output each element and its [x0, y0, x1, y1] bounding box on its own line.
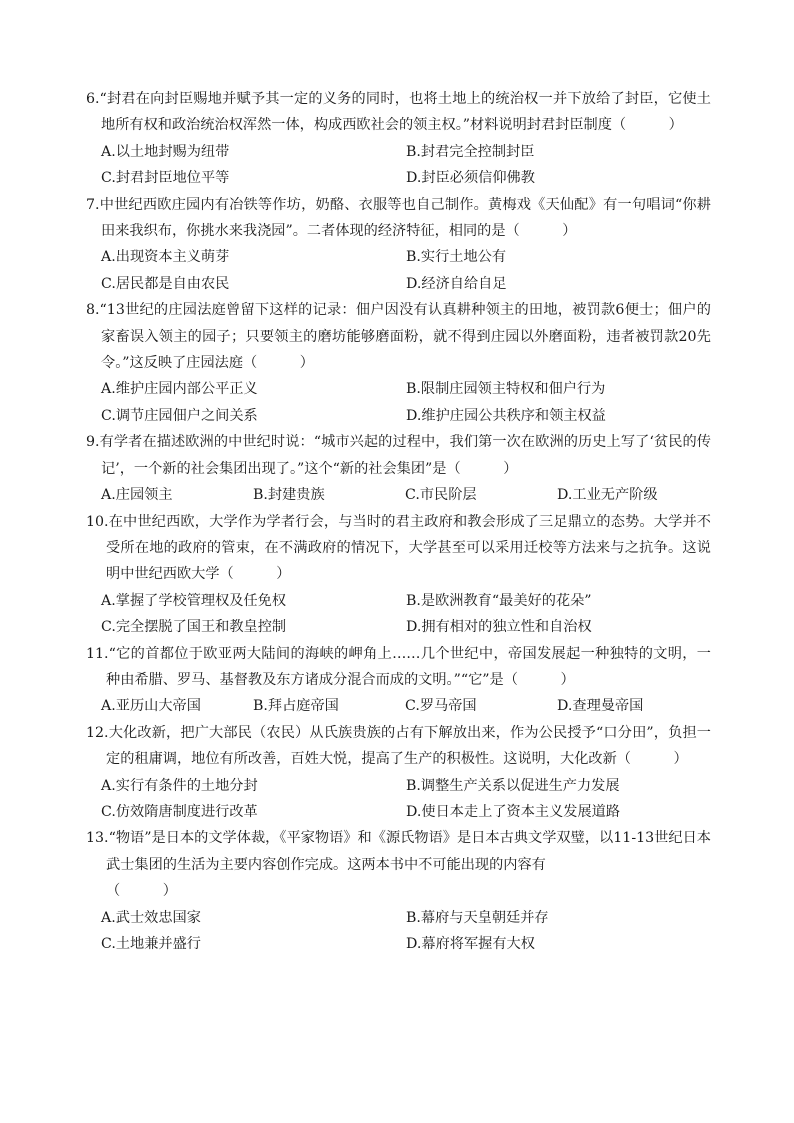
option-a: A.武士效忠国家 — [101, 909, 201, 926]
question-stem: 9.有学者在描述欧洲的中世纪时说：“城市兴起的过程中，我们第一次在欧洲的历史上写了‘贫民的传记’，一个新的社会集团出现了。”这个“新的社会集团”是（ ） — [86, 434, 711, 477]
option-d: D.拥有相对的独立性和自治权 — [406, 619, 592, 636]
question-8 — [86, 297, 711, 429]
option-a: A.以土地封赐为纽带 — [101, 143, 230, 160]
question-10 — [86, 509, 711, 641]
options — [86, 905, 711, 958]
question-12 — [86, 720, 711, 826]
question-stem: 8.“13世纪的庄园法庭曾留下这样的记录：佃户因没有认真耕种领主的田地，被罚款6便士；佃户的家畜误入领主的园子；只要领主的磨坊能够磨面粉，就不得到庄园以外磨面粉，违者被罚款20先令。”这反映了庄园法庭（ ） — [86, 302, 711, 372]
option-d: D.经济自给自足 — [406, 275, 507, 292]
option-b: B.封建贵族 — [253, 487, 325, 504]
answer-parentheses: （ ） — [106, 883, 177, 900]
option-b: B.幕府与天皇朝廷并存 — [406, 909, 549, 926]
option-c: C.完全摆脱了国王和教皇控制 — [101, 619, 287, 636]
question-9 — [86, 429, 711, 508]
question-11 — [86, 641, 711, 720]
options — [86, 773, 711, 826]
option-c: C.土地兼并盛行 — [101, 936, 201, 952]
option-b: B.调整生产关系以促进生产力发展 — [406, 777, 620, 794]
option-a: A.掌握了学校管理权及任免权 — [101, 592, 287, 609]
exam-page — [86, 86, 711, 957]
option-a: A.维护庄园内部公平正义 — [101, 381, 258, 398]
question-6 — [86, 86, 711, 192]
option-a: A.出现资本主义萌芽 — [101, 249, 230, 266]
option-d: D.使日本走上了资本主义发展道路 — [406, 803, 621, 820]
option-b: B.是欧洲教育“最美好的花朵” — [406, 592, 592, 609]
option-b: B.限制庄园领主特权和佃户行为 — [406, 381, 606, 398]
question-stem: 12.大化改新，把广大部民（农民）从氏族贵族的占有下解放出来，作为公民授予“口分田”，负担一定的租庸调，地位有所改善，百姓大悦，提高了生产的积极性。这说明，大化改新（ ） — [86, 724, 711, 768]
option-c: C.调节庄园佃户之间关系 — [101, 407, 258, 424]
option-c: C.市民阶层 — [405, 487, 477, 504]
question-stem: 11.“它的首都位于欧亚两大陆间的海峡的岬角上……几个世纪中，帝国发展起一种独特的文明，一种由希腊、罗马、基督教及东方诸成分混合而成的文明。”“它”是（ ） — [86, 645, 711, 688]
option-b: B.实行土地公有 — [406, 249, 507, 266]
option-c: C.仿效隋唐制度进行改革 — [101, 803, 258, 820]
question-13 — [86, 825, 711, 957]
option-c: C.居民都是自由农民 — [101, 275, 230, 292]
question-stem: 6.“封君在向封臣赐地并赋予其一定的义务的同时，也将土地上的统治权一并下放给了封臣，它使土地所有权和政治统治权浑然一体，构成西欧社会的领主权。”材料说明封君封臣制度（ ） — [86, 91, 711, 134]
question-stem: 7.中世纪西欧庄园内有冶铁等作坊，奶酪、衣服等也自己制作。黄梅戏《天仙配》有一句唱词“你耕田来我织布，你挑水来我浇园”。二者体现的经济特征，相同的是（ ） — [86, 196, 711, 240]
options — [86, 588, 711, 641]
question-stem: 13.“物语”是日本的文学体裁，《平家物语》和《源氏物语》是日本古典文学双璧，以11-13世纪日本武士集团的生活为主要内容创作完成。这两本书中不可能出现的内容有 — [86, 830, 711, 873]
option-d: D.查理曼帝国 — [557, 698, 644, 715]
option-d: D.维护庄园公共秩序和领主权益 — [406, 407, 606, 424]
option-d: D.封臣必须信仰佛教 — [406, 170, 535, 187]
options — [86, 482, 711, 508]
option-b: B.拜占庭帝国 — [253, 698, 339, 715]
options — [86, 139, 711, 192]
options — [86, 693, 711, 719]
option-a: A.实行有条件的土地分封 — [101, 777, 258, 794]
option-b: B.封君完全控制封臣 — [406, 143, 535, 160]
question-7 — [86, 192, 711, 298]
option-d: D.幕府将军握有大权 — [406, 936, 535, 952]
options — [86, 376, 711, 429]
option-c: C.封君封臣地位平等 — [101, 170, 230, 187]
question-stem: 10.在中世纪西欧，大学作为学者行会，与当时的君主政府和教会形成了三足鼎立的态势。大学并不受所在地的政府的管束，在不满政府的情况下，大学甚至可以采用迁校等方法来与之抗争。这说明中世纪西欧大学（ ） — [86, 513, 711, 583]
option-a: A.亚历山大帝国 — [101, 698, 201, 715]
options — [86, 244, 711, 297]
option-a: A.庄园领主 — [101, 487, 173, 504]
option-d: D.工业无产阶级 — [557, 487, 658, 504]
option-c: C.罗马帝国 — [405, 698, 477, 715]
